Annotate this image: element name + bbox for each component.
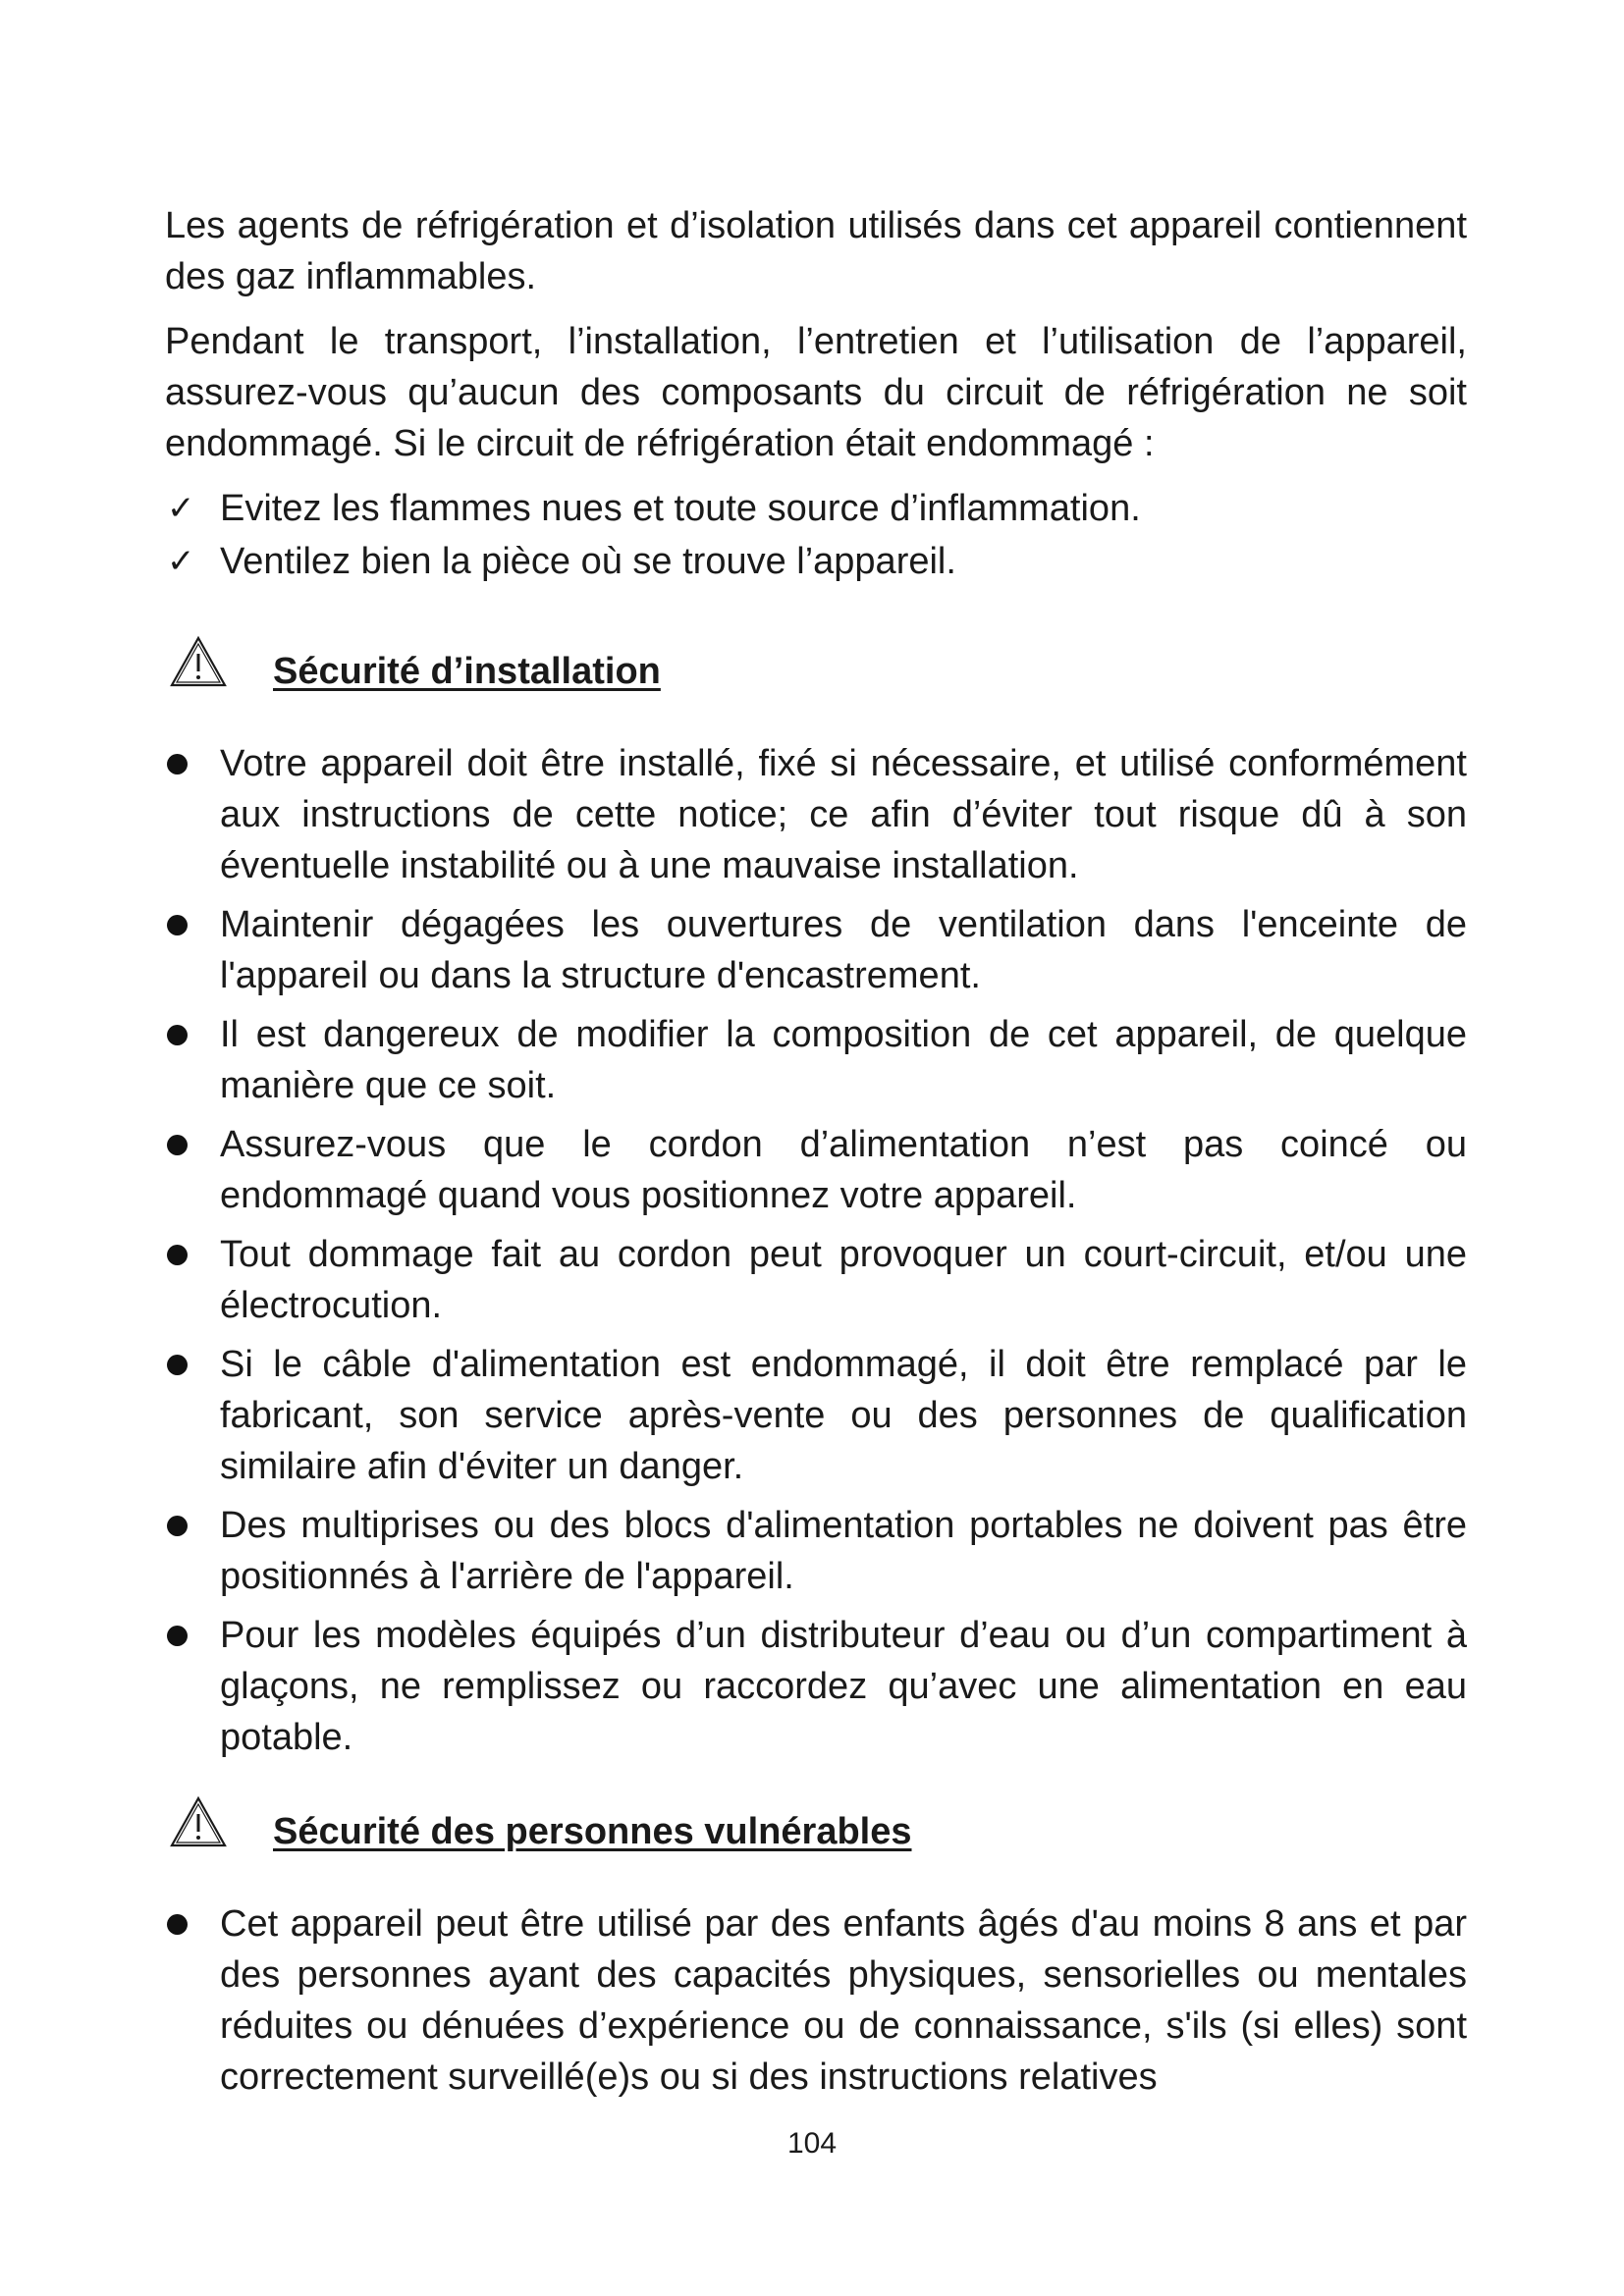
- bullet-dot-icon: [167, 915, 188, 935]
- checklist-item-text: Evitez les flammes nues et toute source d’inflammation.: [220, 488, 1141, 529]
- list-item: [165, 1119, 1467, 1221]
- bullet-dot-icon: [167, 1135, 188, 1155]
- list-item-text: Il est dangereux de modifier la composition de cet appareil, de quelque manière que ce soit.: [220, 1014, 1467, 1106]
- list-item-text: Assurez-vous que le cordon d’alimentation n’est pas coincé ou endommagé quand vous positionnez votre appareil.: [220, 1124, 1467, 1216]
- list-item-text: Pour les modèles équipés d’un distributeur d’eau ou d’un compartiment à glaçons, ne remplissez ou raccordez qu’avec une alimentation en eau potable.: [220, 1615, 1467, 1758]
- document-page: [165, 200, 1467, 2142]
- page-number: 104: [786, 2127, 838, 2160]
- checklist-item: [165, 483, 1467, 534]
- section-title: Sécurité des personnes vulnérables: [273, 1811, 912, 1852]
- checkmark-icon: ✓: [167, 542, 195, 581]
- section-heading-vulnerable-persons: [165, 1802, 1467, 1867]
- warning-icon: [169, 634, 228, 689]
- list-item: [165, 1898, 1467, 2103]
- installation-safety-list: [165, 738, 1467, 1763]
- list-item: [165, 738, 1467, 891]
- section-heading-installation: [165, 642, 1467, 707]
- list-item: [165, 1339, 1467, 1492]
- bullet-dot-icon: [167, 1245, 188, 1265]
- warning-icon: [169, 1794, 228, 1849]
- checklist-item: [165, 536, 1467, 587]
- list-item: [165, 1610, 1467, 1763]
- intro-paragraph: Pendant le transport, l’installation, l’entretien et l’utilisation de l’appareil, assurez-vous qu’aucun des composants du circuit de réfrigération ne soit endommagé. Si le circuit de réfrigération était endommagé :: [165, 321, 1467, 464]
- list-item: [165, 899, 1467, 1001]
- list-item-text: Maintenir dégagées les ouvertures de ventilation dans l'enceinte de l'appareil ou dans la structure d'encastrement.: [220, 904, 1467, 996]
- bullet-dot-icon: [167, 1914, 188, 1935]
- intro-paragraph: Les agents de réfrigération et d’isolation utilisés dans cet appareil contiennent des gaz inflammables.: [165, 205, 1467, 297]
- list-item-text: Des multiprises ou des blocs d'alimentation portables ne doivent pas être positionnés à l'arrière de l'appareil.: [220, 1505, 1467, 1597]
- list-item-text: Votre appareil doit être installé, fixé si nécessaire, et utilisé conformément aux instructions de cette notice; ce afin d’éviter tout risque dû à son éventuelle instabilité ou à une mauvaise installation.: [220, 743, 1467, 886]
- bullet-dot-icon: [167, 1355, 188, 1375]
- list-item: [165, 1500, 1467, 1602]
- checklist-item-text: Ventilez bien la pièce où se trouve l’appareil.: [220, 541, 956, 582]
- bullet-dot-icon: [167, 1516, 188, 1536]
- precaution-checklist: [165, 483, 1467, 587]
- bullet-dot-icon: [167, 1626, 188, 1646]
- list-item: [165, 1009, 1467, 1111]
- checkmark-icon: ✓: [167, 489, 195, 528]
- list-item-text: Tout dommage fait au cordon peut provoquer un court-circuit, et/ou une électrocution.: [220, 1234, 1467, 1326]
- bullet-dot-icon: [167, 754, 188, 774]
- list-item: [165, 1229, 1467, 1331]
- section-title: Sécurité d’installation: [273, 651, 661, 692]
- list-item-text: Si le câble d'alimentation est endommagé, il doit être remplacé par le fabricant, son service après-vente ou des personnes de qualification similaire afin d'éviter un danger.: [220, 1344, 1467, 1487]
- list-item-text: Cet appareil peut être utilisé par des enfants âgés d'au moins 8 ans et par des personnes ayant des capacités physiques, sensorielles ou mentales réduites ou dénuées d’expérience ou de connaissance, s'ils (si elles) sont correctement surveillé(e)s ou si des instructions relatives: [220, 1903, 1467, 2098]
- vulnerable-persons-list: [165, 1898, 1467, 2103]
- bullet-dot-icon: [167, 1025, 188, 1045]
